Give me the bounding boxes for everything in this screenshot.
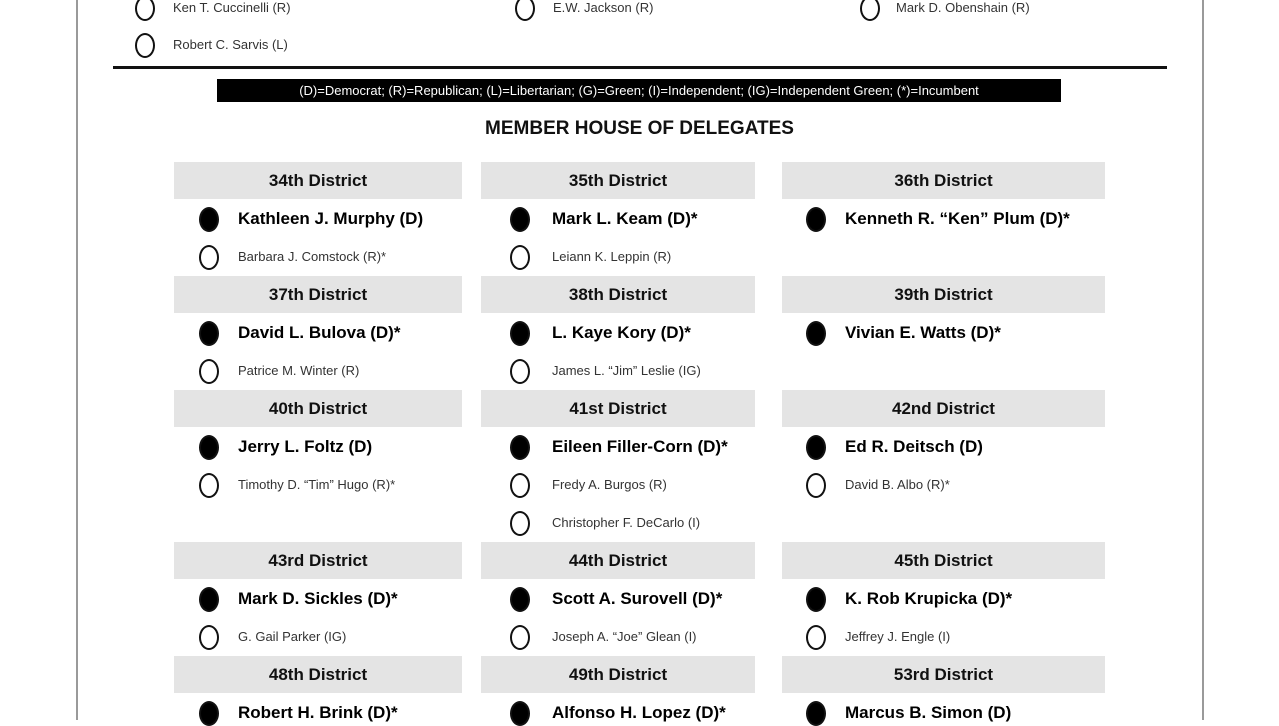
candidate-name: Robert C. Sarvis (L) bbox=[173, 37, 288, 52]
candidate-name: Ken T. Cuccinelli (R) bbox=[173, 0, 291, 15]
filled-bubble-icon[interactable] bbox=[510, 701, 530, 726]
candidate-name: Barbara J. Comstock (R)* bbox=[238, 249, 387, 264]
candidate-name: Jeffrey J. Engle (I) bbox=[845, 629, 951, 644]
candidate-name: Mark D. Obenshain (R) bbox=[896, 0, 1030, 15]
filled-bubble-icon[interactable] bbox=[199, 435, 219, 460]
district-header: 49th District bbox=[481, 656, 755, 693]
candidate-name: Marcus B. Simon (D) bbox=[845, 703, 1012, 722]
empty-bubble-icon[interactable] bbox=[199, 359, 219, 384]
empty-bubble-icon[interactable] bbox=[806, 473, 826, 498]
empty-bubble-icon[interactable] bbox=[199, 473, 219, 498]
district-header: 44th District bbox=[481, 542, 755, 579]
empty-bubble-icon[interactable] bbox=[510, 473, 530, 498]
district-header: 38th District bbox=[481, 276, 755, 313]
empty-bubble-icon[interactable] bbox=[510, 511, 530, 536]
district-header: 35th District bbox=[481, 162, 755, 199]
district-header: 43rd District bbox=[174, 542, 462, 579]
district-header: 36th District bbox=[782, 162, 1105, 199]
candidate-name: Patrice M. Winter (R) bbox=[238, 363, 360, 378]
candidate-name: G. Gail Parker (IG) bbox=[238, 629, 347, 644]
district-header: 34th District bbox=[174, 162, 462, 199]
empty-bubble-icon[interactable] bbox=[510, 359, 530, 384]
empty-bubble-icon[interactable] bbox=[510, 625, 530, 650]
candidate-name: Scott A. Surovell (D)* bbox=[552, 589, 723, 608]
candidate-name: L. Kaye Kory (D)* bbox=[552, 323, 691, 342]
candidate-name: Eileen Filler-Corn (D)* bbox=[552, 437, 728, 456]
candidate-name: Joseph A. “Joe” Glean (I) bbox=[552, 629, 697, 644]
filled-bubble-icon[interactable] bbox=[199, 587, 219, 612]
candidate-name: Kenneth R. “Ken” Plum (D)* bbox=[845, 209, 1070, 228]
district-header: 41st District bbox=[481, 390, 755, 427]
section-divider bbox=[113, 66, 1167, 69]
empty-bubble-icon[interactable] bbox=[860, 0, 880, 21]
filled-bubble-icon[interactable] bbox=[806, 701, 826, 726]
empty-bubble-icon[interactable] bbox=[135, 0, 155, 21]
district-header: 45th District bbox=[782, 542, 1105, 579]
candidate-name: Ed R. Deitsch (D) bbox=[845, 437, 983, 456]
candidate-name: Robert H. Brink (D)* bbox=[238, 703, 398, 722]
candidate-name: Christopher F. DeCarlo (I) bbox=[552, 515, 701, 530]
filled-bubble-icon[interactable] bbox=[510, 587, 530, 612]
candidate-name: David L. Bulova (D)* bbox=[238, 323, 401, 342]
candidate-name: Mark D. Sickles (D)* bbox=[238, 589, 398, 608]
page-border-left bbox=[76, 0, 78, 720]
party-legend: (D)=Democrat; (R)=Republican; (L)=Libertarian; (G)=Green; (I)=Independent; (IG)=Independent Green; (*)=Incumbent bbox=[217, 79, 1061, 102]
section-title: MEMBER HOUSE OF DELEGATES bbox=[485, 118, 794, 139]
candidate-name: Leiann K. Leppin (R) bbox=[552, 249, 672, 264]
filled-bubble-icon[interactable] bbox=[199, 207, 219, 232]
filled-bubble-icon[interactable] bbox=[806, 321, 826, 346]
filled-bubble-icon[interactable] bbox=[510, 207, 530, 232]
district-header: 48th District bbox=[174, 656, 462, 693]
empty-bubble-icon[interactable] bbox=[199, 625, 219, 650]
empty-bubble-icon[interactable] bbox=[510, 245, 530, 270]
candidate-name: Kathleen J. Murphy (D) bbox=[238, 209, 424, 228]
candidate-name: Timothy D. “Tim” Hugo (R)* bbox=[238, 477, 396, 492]
candidate-name: K. Rob Krupicka (D)* bbox=[845, 589, 1013, 608]
candidate-name: Mark L. Keam (D)* bbox=[552, 209, 698, 228]
candidate-name: Alfonso H. Lopez (D)* bbox=[552, 703, 726, 722]
filled-bubble-icon[interactable] bbox=[806, 207, 826, 232]
candidate-name: James L. “Jim” Leslie (IG) bbox=[552, 363, 701, 378]
candidate-name: Vivian E. Watts (D)* bbox=[845, 323, 1001, 342]
empty-bubble-icon[interactable] bbox=[135, 33, 155, 58]
filled-bubble-icon[interactable] bbox=[510, 321, 530, 346]
filled-bubble-icon[interactable] bbox=[806, 435, 826, 460]
candidate-name: E.W. Jackson (R) bbox=[553, 0, 654, 15]
filled-bubble-icon[interactable] bbox=[199, 701, 219, 726]
filled-bubble-icon[interactable] bbox=[806, 587, 826, 612]
district-header: 42nd District bbox=[782, 390, 1105, 427]
candidate-name: David B. Albo (R)* bbox=[845, 477, 950, 492]
district-header: 39th District bbox=[782, 276, 1105, 313]
filled-bubble-icon[interactable] bbox=[199, 321, 219, 346]
district-header: 37th District bbox=[174, 276, 462, 313]
page-border-right bbox=[1202, 0, 1204, 720]
empty-bubble-icon[interactable] bbox=[515, 0, 535, 21]
empty-bubble-icon[interactable] bbox=[199, 245, 219, 270]
candidate-name: Jerry L. Foltz (D) bbox=[238, 437, 373, 456]
filled-bubble-icon[interactable] bbox=[510, 435, 530, 460]
empty-bubble-icon[interactable] bbox=[806, 625, 826, 650]
district-header: 40th District bbox=[174, 390, 462, 427]
district-header: 53rd District bbox=[782, 656, 1105, 693]
candidate-name: Fredy A. Burgos (R) bbox=[552, 477, 667, 492]
